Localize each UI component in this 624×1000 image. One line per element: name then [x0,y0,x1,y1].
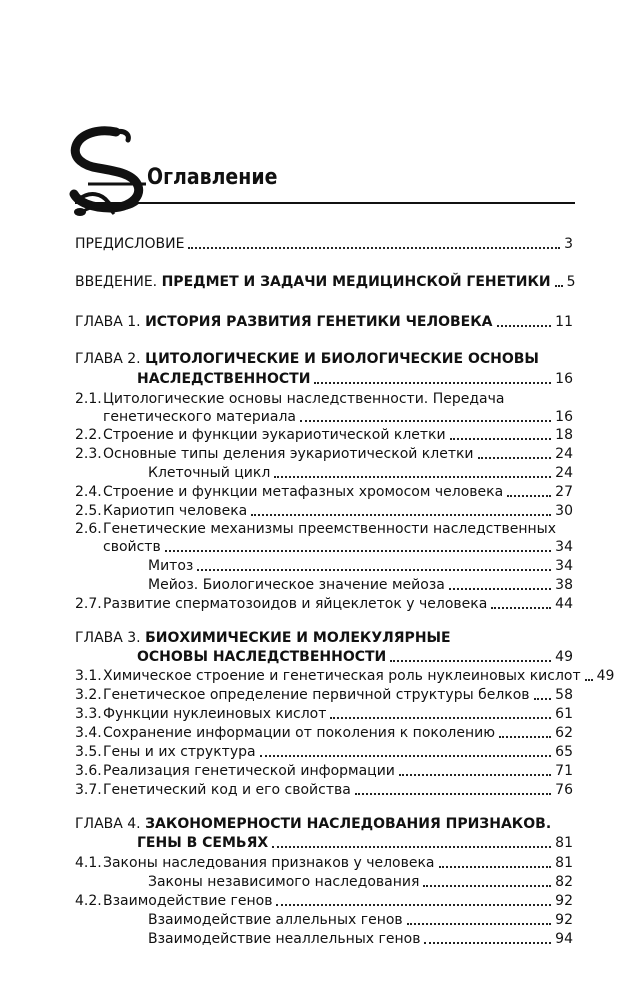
dot-leader [165,550,551,552]
toc-entry [75,684,573,704]
toc-entry-title [75,235,184,253]
toc-entry-label: Основные типы деления эукариотической клетки [103,446,474,462]
toc-entry-label: ГЛАВА 2. [75,351,141,367]
toc-entry-number: 2.3. [75,446,102,462]
toc-entry [75,481,573,501]
toc-entry-chapter-title: ОСНОВЫ НАСЛЕДСТВЕННОСТИ [137,649,387,665]
toc-entry [75,311,573,331]
toc-entry-label: Развитие сперматозоидов и яйцеклеток у человека [103,596,488,612]
toc-page-number: 5 [566,274,576,290]
toc-page-number: 38 [555,577,573,593]
toc-entry-chapter-title: БИОХИМИЧЕСКИЕ И МОЛЕКУЛЯРНЫЕ [145,630,451,646]
toc-entry-number: 3.1. [75,668,102,684]
toc-entry-chapter-title: ПРЕДМЕТ И ЗАДАЧИ МЕДИЦИНСКОЙ ГЕНЕТИКИ [161,274,551,290]
dot-leader [478,457,552,459]
toc-entry [75,722,573,742]
toc-entry [75,593,573,613]
toc-page-number: 24 [555,446,573,462]
toc-page-number: 16 [555,409,573,425]
dot-leader [534,698,552,700]
dot-leader [399,774,551,776]
toc-entry-number: 4.2. [75,893,102,909]
toc-entry-title [148,557,193,575]
toc-entry [75,871,573,891]
toc-page-number: 49 [555,649,573,665]
toc-entry-title [148,930,420,948]
toc-page-number: 44 [555,596,573,612]
toc-entry [75,646,573,666]
toc-entry-label: Мейоз. Биологическое значение мейоза [148,577,445,593]
toc-page-number: 58 [555,687,573,703]
toc-entry [75,271,576,291]
toc-entry-title [137,370,310,388]
toc-entry-number: 4.1. [75,855,102,871]
toc-entry [75,813,573,833]
toc-entry [75,741,573,761]
toc-entry-number: 2.5. [75,503,102,519]
toc-entry-number: 2.6. [75,521,102,537]
toc-entry-title [103,426,446,444]
dot-leader [314,382,551,384]
toc-entry-number: 2.2. [75,427,102,443]
toc-entry [75,703,573,723]
toc-entry-label: Генетическое определение первичной структуры белков [103,687,530,703]
toc-page-number: 81 [555,835,573,851]
toc-entry [75,388,573,408]
toc-page-number: 92 [555,893,573,909]
toc-entry-label: Митоз [148,558,194,574]
toc-entry-title [103,686,530,704]
toc-entry-title [148,576,445,594]
dot-leader [197,569,551,571]
toc-entry [75,233,573,253]
toc-entry [75,928,573,948]
toc-entry [75,555,573,575]
dot-leader [276,904,551,906]
toc-entry-chapter-title: ИСТОРИЯ РАЗВИТИЯ ГЕНЕТИКИ ЧЕЛОВЕКА [145,314,493,330]
toc-page-number: 24 [555,465,573,481]
dot-leader [260,755,552,757]
toc-page-number: 61 [555,706,573,722]
toc-entry-title [137,834,268,852]
toc-page-number: 34 [555,558,573,574]
toc-entry [75,536,573,556]
toc-page-number: 92 [555,912,573,928]
dot-leader [449,588,551,590]
toc-page-number: 62 [555,725,573,741]
dot-leader [274,476,551,478]
toc-entry-label: Реализация генетической информации [103,763,395,779]
toc-entry-label: ГЛАВА 1. [75,314,141,330]
toc-entry-title [103,705,326,723]
dot-leader [423,885,551,887]
toc-page-number: 3 [564,236,573,252]
toc-entry-number: 2.7. [75,596,102,612]
dot-leader [251,514,551,516]
dot-leader [424,942,551,944]
toc-entry [75,909,573,929]
toc-page-number: 27 [555,484,573,500]
toc-page-number: 16 [555,371,573,387]
title-divider [75,202,575,204]
toc-entry-label: Клеточный цикл [148,465,271,481]
toc-entry [75,443,573,463]
toc-entry-label: Функции нуклеиновых кислот [103,706,327,722]
toc-entry-title [103,762,395,780]
toc-entry-label: ГЛАВА 4. [75,816,141,832]
toc-page-number: 71 [555,763,573,779]
toc-entry [75,852,573,872]
toc-entry-title [103,781,351,799]
toc-entry-label: Взаимодействие генов [103,893,273,909]
toc-entry-title [103,445,474,463]
toc-entry [75,424,573,444]
dot-leader [491,607,551,609]
toc-entry [75,462,573,482]
toc-page-number: 30 [555,503,573,519]
toc-entry-title [148,911,403,929]
toc-entry-chapter-title: НАСЛЕДСТВЕННОСТИ [137,371,311,387]
dot-leader [407,923,551,925]
toc-entry-label: Гены и их структура [103,744,256,760]
toc-entry-title [75,350,539,368]
toc-entry-number: 3.6. [75,763,102,779]
toc-page-number: 11 [555,314,573,330]
toc-entry [75,890,573,910]
toc-entry-label: генетического материала [103,409,296,425]
toc-entry-label: Химическое строение и генетическая роль нуклеиновых кислот [103,668,581,684]
toc-entry-label: Строение и функции метафазных хромосом человека [103,484,504,500]
toc-entry-label: ПРЕДИСЛОВИЕ [75,236,185,252]
toc-entry-title [137,648,386,666]
toc-entry-number: 2.4. [75,484,102,500]
toc-entry-title [75,815,551,833]
dot-leader [188,247,560,249]
toc-entry [75,500,573,520]
toc-entry-label: Строение и функции эукариотической клетки [103,427,446,443]
toc-entry-chapter-title: ГЕНЫ В СЕМЬЯХ [137,835,269,851]
toc-entry-number: 3.7. [75,782,102,798]
toc-entry-label: Сохранение информации от поколения к поколению [103,725,496,741]
toc-entry-number: 2.1. [75,391,102,407]
toc-page-number: 94 [555,931,573,947]
toc-entry [75,368,573,388]
toc-entry-title [103,595,487,613]
toc-entry-title [103,667,581,685]
toc-entry [75,574,573,594]
toc-entry-title [103,538,161,556]
page-title: Оглавление [147,165,278,190]
dot-leader [439,866,552,868]
toc-entry-title [75,313,493,331]
toc-entry-label: ГЛАВА 3. [75,630,141,646]
toc-entry-label: Кариотип человека [103,503,248,519]
dot-leader [499,736,551,738]
toc-page-number: 49 [596,668,615,684]
toc-entry-title [75,273,551,291]
dot-leader [300,420,551,422]
toc-entry-label: Взаимодействие аллельных генов [148,912,403,928]
toc-entry [75,665,615,685]
dot-leader [507,495,551,497]
toc-page-number: 18 [555,427,573,443]
toc-entry-label: Взаимодействие неаллельных генов [148,931,421,947]
dot-leader [390,660,551,662]
toc-entry-number: 3.3. [75,706,102,722]
toc-entry-label: Цитологические основы наследственности. Передача [103,391,505,407]
toc-entry [75,779,573,799]
toc-entry-title [103,743,256,761]
toc-entry-label: Законы наследования признаков у человека [103,855,435,871]
toc-page-number: 65 [555,744,573,760]
toc-entry-title [148,464,270,482]
toc-entry-label: Законы независимого наследования [148,874,420,890]
toc-entry-label: Генетические механизмы преемственности наследственных [103,521,557,537]
toc-entry-number: 3.4. [75,725,102,741]
toc-entry [75,760,573,780]
toc-page-number: 34 [555,539,573,555]
toc-entry-label: ВВЕДЕНИЕ. [75,274,158,290]
toc-entry [75,832,573,852]
toc-entry-number: 3.2. [75,687,102,703]
toc-entry-label: свойств [103,539,161,555]
toc-page-number: 82 [555,874,573,890]
toc-entry-title [103,892,272,910]
toc-entry-title [75,629,451,647]
toc-entry [75,348,573,368]
dot-leader [450,438,552,440]
dot-leader [272,846,551,848]
dot-leader [497,325,552,327]
toc-entry-title [103,854,435,872]
toc-page-number: 76 [555,782,573,798]
toc-entry-number: 3.5. [75,744,102,760]
toc-entry-title [103,724,495,742]
toc-entry [75,518,573,538]
toc-entry-chapter-title: ЗАКОНОМЕРНОСТИ НАСЛЕДОВАНИЯ ПРИЗНАКОВ. [145,816,552,832]
toc-entry-chapter-title: ЦИТОЛОГИЧЕСКИЕ И БИОЛОГИЧЕСКИЕ ОСНОВЫ [145,351,539,367]
toc-entry-label: Генетический код и его свойства [103,782,351,798]
toc-entry-title [148,873,419,891]
toc-page-number: 81 [555,855,573,871]
toc-entry [75,627,573,647]
toc-entry [75,406,573,426]
dot-leader [555,285,563,287]
dot-leader [330,717,551,719]
dot-leader [355,793,551,795]
dot-leader [585,679,593,681]
toc-entry-title [103,483,503,501]
